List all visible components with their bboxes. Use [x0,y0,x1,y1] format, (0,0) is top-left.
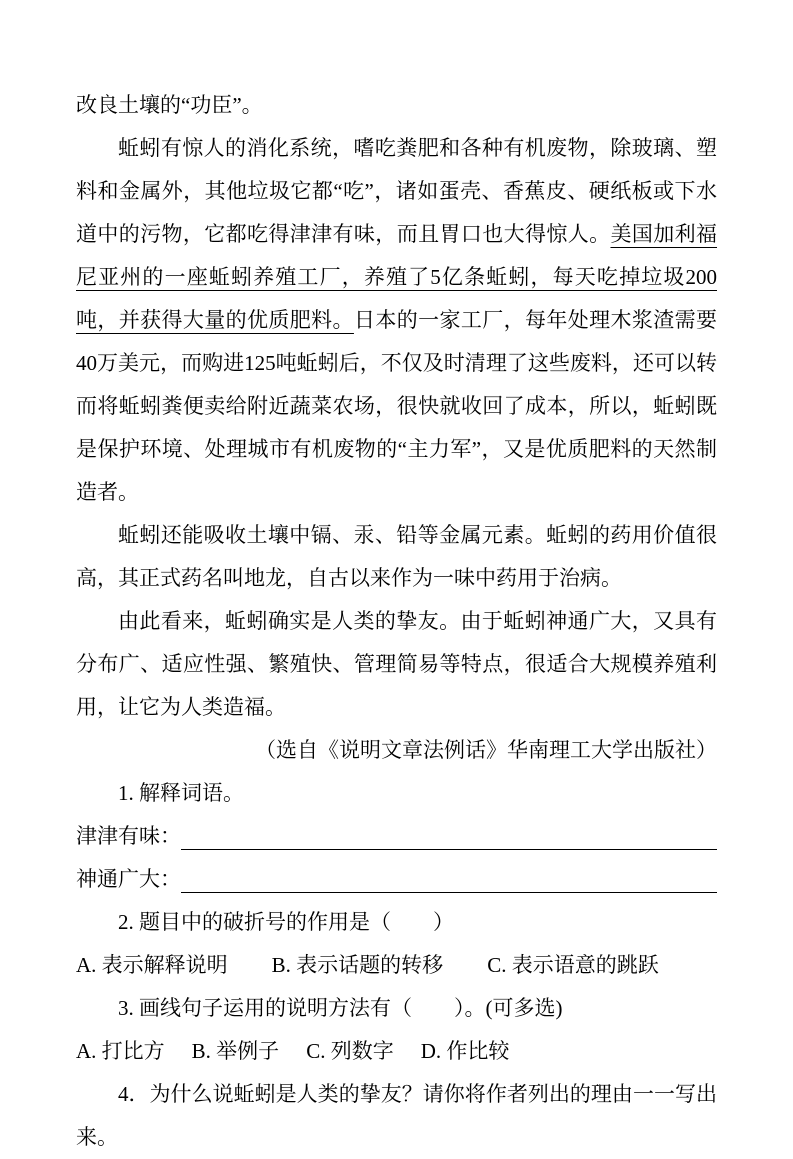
option-b: B. 举例子 [191,1039,280,1063]
paragraph-tail-line: 改良土壤的“功臣”。 [76,93,263,117]
term-label-jinjinyouwei: 津津有味： [76,824,181,848]
paragraph-conclusion: 由此看来，蚯蚓确实是人类的挚友。由于蚯蚓神通广大，又具有分布广、适应性强、繁殖快、管理简易等特点，很适合大规模养殖利用，让它为人类造福。 [76,609,717,719]
underlined-example-sentence: 美国加利福尼亚州的一座蚯蚓养殖工厂，养殖了5亿条蚯蚓，每天吃掉垃圾200吨，并获得大量的优质肥料。 [76,222,718,332]
term-label-shentongguangda: 神通广大： [76,867,181,891]
question-3-label: 3. 画线句子运用的说明方法有（ ）。(可多选) [118,996,563,1020]
paragraph-digestion-before: 蚯蚓有惊人的消化系统，嗜吃粪肥和各种有机废物，除玻璃、塑料和金属外，其他垃圾它都“吃”，诸如蛋壳、香蕉皮、硬纸板或下水道中的污物，它都吃得津津有味，而且胃口也大得惊人。 [76,136,717,246]
question-2-options [76,944,717,987]
option-a: A. 打比方 [76,1039,165,1063]
paragraph-medicinal: 蚯蚓还能吸收土壤中镉、汞、铅等金属元素。蚯蚓的药用价值很高，其正式药名叫地龙，自古以来作为一味中药用于治病。 [76,523,717,590]
option-c: C. 列数字 [306,1039,394,1063]
option-d: D. 作比较 [420,1039,510,1063]
question-1-blank-row-2 [76,858,717,901]
paragraph-digestion-after: 日本的一家工厂，每年处理木浆渣需要40万美元，而购进125吨蚯蚓后，不仅及时清理了这些废料，还可以转而将蚯蚓粪便卖给附近蔬菜农场，很快就收回了成本，所以，蚯蚓既是保护环境、处理城市有机废物的“主力军”，又是优质肥料的天然制造者。 [76,308,718,504]
question-4-label: 4．为什么说蚯蚓是人类的挚友？请你将作者列出的理由一一写出来。 [76,1082,717,1149]
option-a: A. 表示解释说明 [76,953,228,977]
answer-blank-line [181,858,717,893]
paragraph-digestion [76,127,717,514]
option-b: B. 表示话题的转移 [271,953,444,977]
answer-blank-line [181,815,717,850]
question-3-options [76,1030,717,1073]
option-c: C. 表示语意的跳跃 [487,953,659,977]
questions-section [76,772,717,1159]
source-attribution: （选自《说明文章法例话》华南理工大学出版社） [255,738,717,762]
question-2-label: 2. 题目中的破折号的作用是（ ） [118,910,454,934]
question-1-blank-row-1 [76,815,717,858]
question-1-label: 1. 解释词语。 [118,781,244,805]
